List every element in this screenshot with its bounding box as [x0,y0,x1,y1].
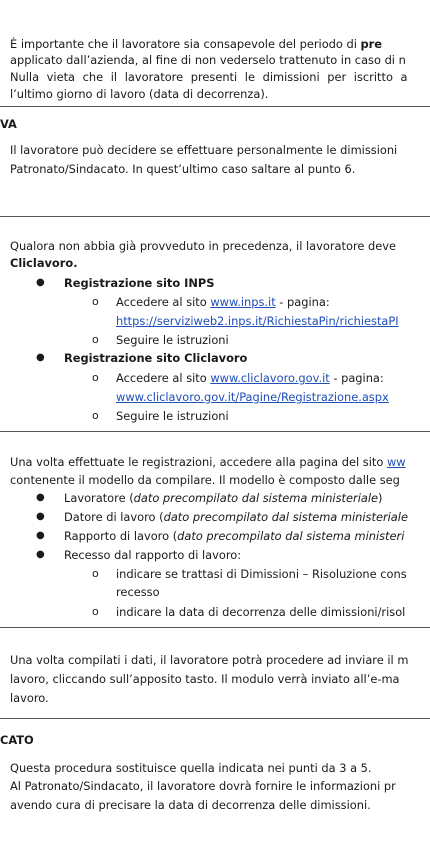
sec6-line1: Questa procedura sostituisce quella indicata nei punti da 3 a 5. [10,761,372,775]
circle-bullet-icon: o [92,295,99,308]
recesso-sub1-line1: indicare se trattasi di Dimissioni – Risoluzione cons [116,567,407,581]
sec1-line4: l’ultimo giorno di lavoro (data di decorrenza). [10,87,269,101]
form-item-note: dato precompilato dal sistema ministeriale [133,491,379,505]
sec1-line1-bold: pre [360,37,383,51]
form-item-label: Lavoratore ( [64,491,134,505]
sec3-line1: Qualora non abbia già provveduto in precedenza, il lavoratore deve [10,239,396,253]
form-item-lavoratore [64,491,382,505]
sec2-line1: Il lavoratore può decidere se effettuare personalmente le dimissioni [10,143,398,157]
sec1-line1-text: È importante che il lavoratore sia consapevole del periodo di [10,37,361,51]
cliclavoro-step-1-text: Accedere al sito [116,371,211,385]
cliclavoro-link[interactable]: www.cliclavoro.gov.it [210,371,330,385]
form-item-note: dato precompilato dal sistema ministeri [177,529,405,543]
sec1-line2: applicato dall’azienda, al fine di non vederselo trattenuto in caso di n [10,53,406,67]
sec5-line3: lavoro. [10,691,49,705]
inps-link[interactable]: www.inps.it [210,295,276,309]
bullet-icon: ● [36,511,45,522]
inps-registration-title: Registrazione sito INPS [64,276,215,290]
circle-bullet-icon: o [92,567,99,580]
bullet-icon: ● [36,352,45,363]
inps-pin-url-link[interactable]: https://serviziweb2.inps.it/RichiestaPin/richiestaPI [116,314,399,328]
form-item-label: Datore di lavoro ( [64,510,164,524]
sec6-line2: Al Patronato/Sindacato, il lavoratore dovrà fornire le informazioni pr [10,779,396,793]
circle-bullet-icon: o [92,333,99,346]
cliclavoro-step-2: Seguire le istruzioni [116,409,229,423]
bullet-icon: ● [36,549,45,560]
sec1-line1 [10,37,382,51]
cliclavoro-step-1 [116,371,384,385]
sec5-line1: Una volta compilati i dati, il lavoratore potrà procedere ad inviare il m [10,653,409,667]
inps-step-1 [116,295,330,309]
form-item-recesso [64,548,241,562]
cliclavoro-registration-url-link[interactable]: www.cliclavoro.gov.it/Pagine/Registrazione.aspx [116,390,389,404]
sec4-line2: contenente il modello da compilare. Il modello è composto dalle seg [10,473,400,487]
circle-bullet-icon: o [92,409,99,422]
divider [0,216,430,217]
form-item-end: ) [378,491,383,505]
sec3-line2: Cliclavoro. [10,256,78,270]
recesso-sub1-line2: recesso [116,585,160,599]
sec4-line1-text: Una volta effettuate le registrazioni, accedere alla pagina del sito [10,455,387,469]
bullet-icon: ● [36,277,45,288]
sec2-line2: Patronato/Sindacato. In quest’ultimo caso saltare al punto 6. [10,162,356,176]
ministry-site-link[interactable]: ww [386,455,406,469]
sec2-heading: VA [0,117,17,131]
sec6-line3: avendo cura di precisare la data di decorrenza delle dimissioni. [10,798,371,812]
inps-step-1-suffix: - pagina: [275,295,330,309]
divider [0,106,430,107]
recesso-sub2: indicare la data di decorrenza delle dimissioni/risol [116,605,406,619]
circle-bullet-icon: o [92,605,99,618]
cliclavoro-step-1-suffix: - pagina: [329,371,384,385]
form-item-label: Recesso dal rapporto di lavoro: [64,548,242,562]
bullet-icon: ● [36,530,45,541]
sec1-line3: Nulla vieta che il lavoratore presenti le dimissioni per iscritto a [10,70,408,84]
form-item-note: dato precompilato dal sistema ministeriale [163,510,408,524]
form-item-rapporto [64,529,404,543]
sec4-line1 [10,455,406,469]
form-item-datore [64,510,408,524]
sec6-heading: CATO [0,733,34,747]
bullet-icon: ● [36,492,45,503]
divider [0,431,430,432]
divider [0,718,430,719]
divider [0,627,430,628]
sec5-line2: lavoro, cliccando sull’apposito tasto. Il modulo verrà inviato all’e-ma [10,672,400,686]
circle-bullet-icon: o [92,371,99,384]
inps-step-1-text: Accedere al sito [116,295,211,309]
inps-step-2: Seguire le istruzioni [116,333,229,347]
cliclavoro-registration-title: Registrazione sito Cliclavoro [64,351,248,365]
form-item-label: Rapporto di lavoro ( [64,529,178,543]
